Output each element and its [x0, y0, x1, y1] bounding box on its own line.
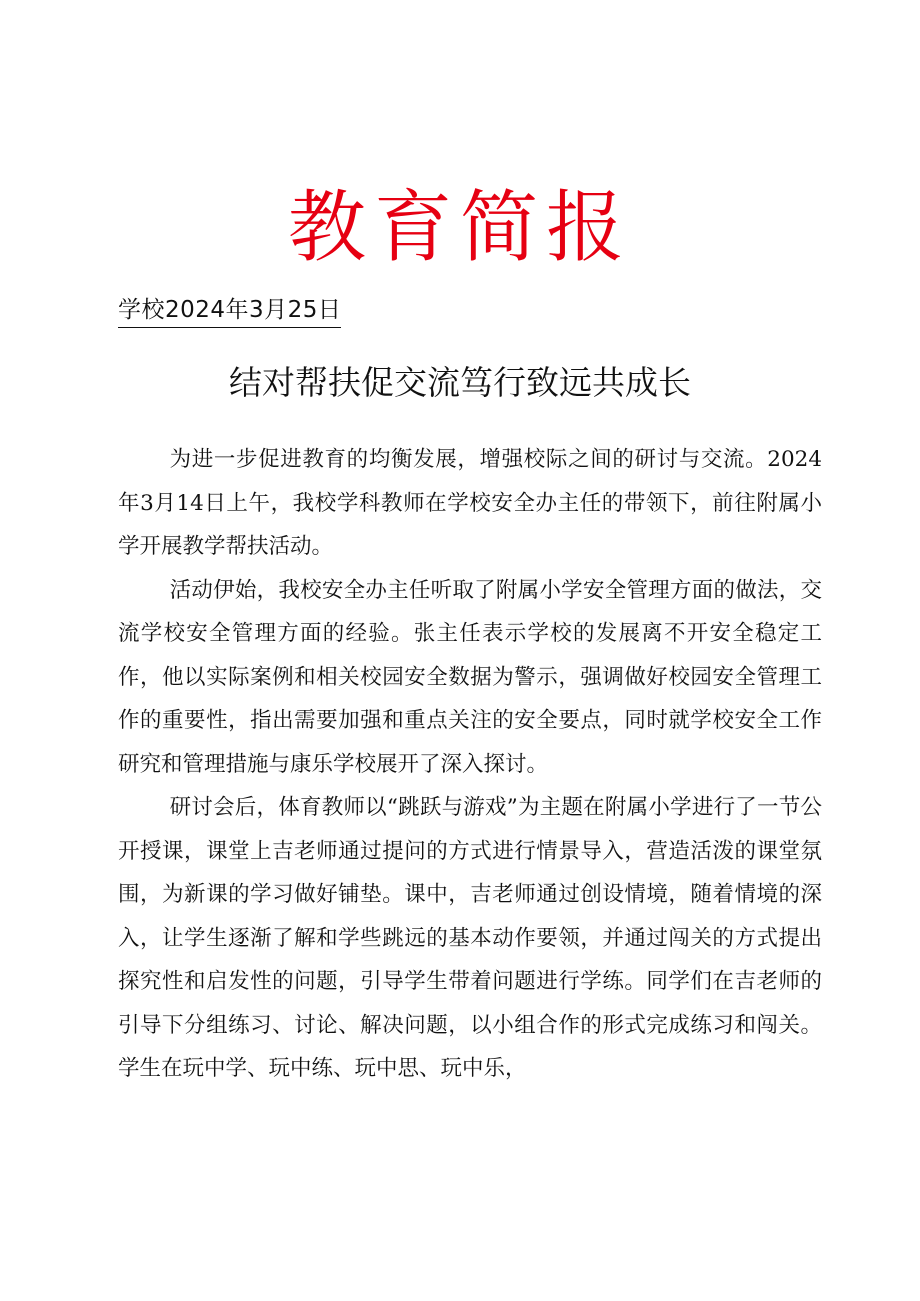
- article-body: [118, 438, 822, 1091]
- masthead-title: 教育简报: [287, 183, 632, 273]
- issue-date-line: 学校2024年3月25日: [118, 295, 341, 328]
- article-paragraph: 为进一步促进教育的均衡发展，增强校际之间的研讨与交流。2024年3月14日上午，我校学科教师在学校安全办主任的带领下，前往附属小学开展教学帮扶活动。: [118, 447, 822, 559]
- article-headline: 结对帮扶促交流笃行致远共成长: [229, 363, 691, 402]
- article-paragraph: 活动伊始，我校安全办主任听取了附属小学安全管理方面的做法，交流学校安全管理方面的经验。张主任表示学校的发展离不开安全稳定工作，他以实际案例和相关校园安全数据为警示，强调做好校园安全管理工作的重要性，指出需要加强和重点关注的安全要点，同时就学校安全工作研究和管理措施与康乐学校展开了深入探讨。: [118, 577, 822, 777]
- article-paragraph: 研讨会后，体育教师以“跳跃与游戏”为主题在附属小学进行了一节公开授课，课堂上吉老师通过提问的方式进行情景导入，营造活泼的课堂氛围，为新课的学习做好铺垫。课中，吉老师通过创设情境，随着情境的深入，让学生逐渐了解和学些跳远的基本动作要领，并通过闯关的方式提出探究性和启发性的问题，引导学生带着问题进行学练。同学们在吉老师的引导下分组练习、讨论、解决问题，以小组合作的形式完成练习和闯关。学生在玩中学、玩中练、玩中思、玩中乐，: [118, 795, 822, 1081]
